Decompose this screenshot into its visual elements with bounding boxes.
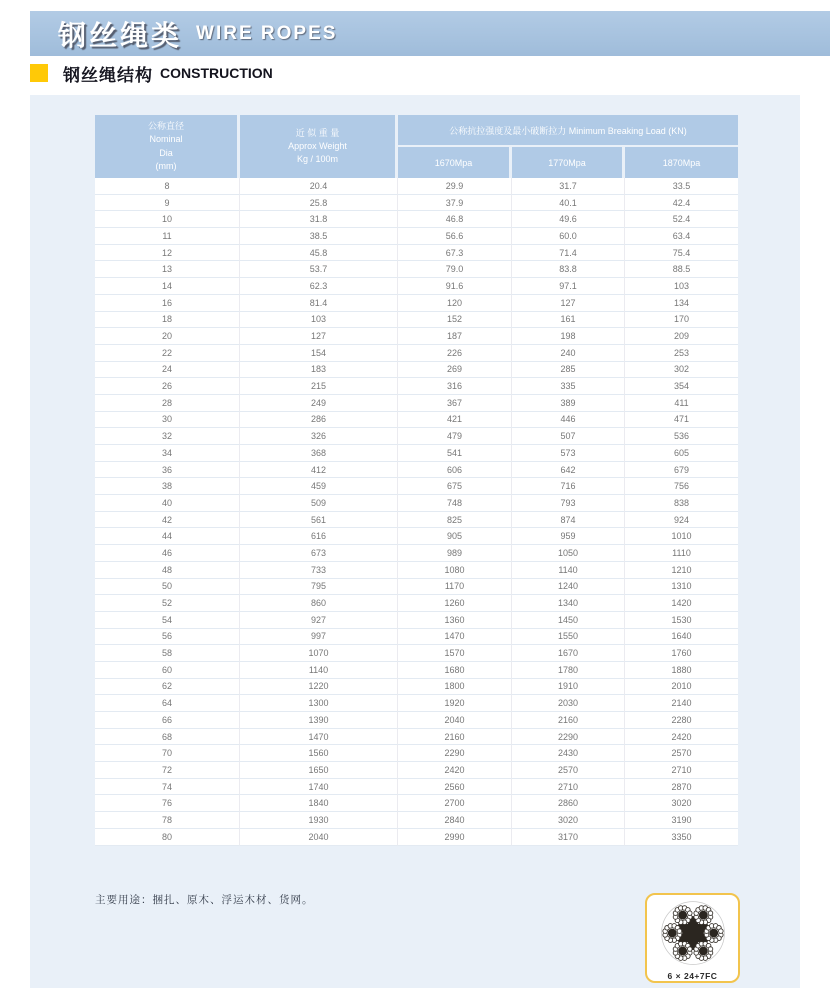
table-cell: 25.8 bbox=[240, 195, 398, 212]
table-cell: 3350 bbox=[625, 829, 738, 846]
rope-construction-card bbox=[645, 893, 740, 983]
table-cell: 127 bbox=[240, 328, 398, 345]
table-cell: 249 bbox=[240, 395, 398, 412]
table-row bbox=[95, 645, 738, 662]
table-row bbox=[95, 595, 738, 612]
table-cell: 616 bbox=[240, 528, 398, 545]
table-row bbox=[95, 745, 738, 762]
table-cell: 411 bbox=[625, 395, 738, 412]
table-cell: 161 bbox=[512, 312, 625, 329]
table-cell: 2570 bbox=[625, 745, 738, 762]
table-row bbox=[95, 629, 738, 646]
table-row bbox=[95, 245, 738, 262]
table-cell: 37.9 bbox=[398, 195, 512, 212]
header-grade-1770: 1770Mpa bbox=[512, 147, 625, 178]
table-cell: 335 bbox=[512, 378, 625, 395]
table-cell: 46 bbox=[95, 545, 240, 562]
table-row bbox=[95, 328, 738, 345]
table-cell: 367 bbox=[398, 395, 512, 412]
table-cell: 1170 bbox=[398, 579, 512, 596]
table-cell: 253 bbox=[625, 345, 738, 362]
table-cell: 187 bbox=[398, 328, 512, 345]
table-cell: 76 bbox=[95, 795, 240, 812]
table-cell: 2570 bbox=[512, 762, 625, 779]
table-cell: 2710 bbox=[625, 762, 738, 779]
table-cell: 53.7 bbox=[240, 261, 398, 278]
page-banner bbox=[30, 11, 830, 56]
table-row bbox=[95, 612, 738, 629]
table-cell: 1340 bbox=[512, 595, 625, 612]
table-cell: 16 bbox=[95, 295, 240, 312]
table-cell: 44 bbox=[95, 528, 240, 545]
table-cell: 9 bbox=[95, 195, 240, 212]
table-cell: 269 bbox=[398, 362, 512, 379]
table-cell: 316 bbox=[398, 378, 512, 395]
rope-construction-label: 6 × 24+7FC bbox=[667, 971, 718, 981]
table-cell: 924 bbox=[625, 512, 738, 529]
table-row bbox=[95, 495, 738, 512]
header-grade-1870: 1870Mpa bbox=[625, 147, 738, 178]
table-cell: 20.4 bbox=[240, 178, 398, 195]
table-row bbox=[95, 512, 738, 529]
header-line: 公称直径 bbox=[147, 121, 184, 132]
table-cell: 2560 bbox=[398, 779, 512, 796]
table-cell: 12 bbox=[95, 245, 240, 262]
table-cell: 48 bbox=[95, 562, 240, 579]
table-cell: 103 bbox=[240, 312, 398, 329]
table-cell: 507 bbox=[512, 428, 625, 445]
table-row bbox=[95, 261, 738, 278]
table-cell: 120 bbox=[398, 295, 512, 312]
table-cell: 536 bbox=[625, 428, 738, 445]
table-cell: 1110 bbox=[625, 545, 738, 562]
table-cell: 1550 bbox=[512, 629, 625, 646]
table-cell: 8 bbox=[95, 178, 240, 195]
table-cell: 989 bbox=[398, 545, 512, 562]
table-cell: 1140 bbox=[240, 662, 398, 679]
table-cell: 1680 bbox=[398, 662, 512, 679]
table-cell: 605 bbox=[625, 445, 738, 462]
header-line: 近 似 重 量 bbox=[295, 127, 340, 138]
table-row bbox=[95, 378, 738, 395]
table-cell: 673 bbox=[240, 545, 398, 562]
table-cell: 1570 bbox=[398, 645, 512, 662]
content-panel bbox=[30, 95, 800, 988]
table-cell: 573 bbox=[512, 445, 625, 462]
table-row bbox=[95, 762, 738, 779]
table-cell: 2990 bbox=[398, 829, 512, 846]
table-cell: 459 bbox=[240, 478, 398, 495]
table-cell: 1070 bbox=[240, 645, 398, 662]
table-cell: 1390 bbox=[240, 712, 398, 729]
table-cell: 60 bbox=[95, 662, 240, 679]
table-row bbox=[95, 528, 738, 545]
table-cell: 446 bbox=[512, 412, 625, 429]
table-cell: 1920 bbox=[398, 695, 512, 712]
table-cell: 2280 bbox=[625, 712, 738, 729]
table-cell: 36 bbox=[95, 462, 240, 479]
table-cell: 733 bbox=[240, 562, 398, 579]
table-cell: 471 bbox=[625, 412, 738, 429]
table-cell: 97.1 bbox=[512, 278, 625, 295]
section-title-zh: 钢丝绳结构 bbox=[63, 65, 153, 85]
table-row bbox=[95, 679, 738, 696]
table-cell: 46.8 bbox=[398, 211, 512, 228]
table-cell: 38.5 bbox=[240, 228, 398, 245]
table-cell: 60.0 bbox=[512, 228, 625, 245]
table-cell: 2030 bbox=[512, 695, 625, 712]
table-row bbox=[95, 395, 738, 412]
table-cell: 226 bbox=[398, 345, 512, 362]
table-cell: 959 bbox=[512, 528, 625, 545]
table-cell: 1910 bbox=[512, 679, 625, 696]
table-row bbox=[95, 178, 738, 195]
table-cell: 170 bbox=[625, 312, 738, 329]
table-row bbox=[95, 695, 738, 712]
table-cell: 31.8 bbox=[240, 211, 398, 228]
table-cell: 748 bbox=[398, 495, 512, 512]
table-cell: 2710 bbox=[512, 779, 625, 796]
table-row bbox=[95, 362, 738, 379]
table-cell: 1420 bbox=[625, 595, 738, 612]
table-row bbox=[95, 445, 738, 462]
table-cell: 2870 bbox=[625, 779, 738, 796]
table-head bbox=[95, 115, 738, 178]
table-cell: 1530 bbox=[625, 612, 738, 629]
table-row bbox=[95, 545, 738, 562]
table-cell: 91.6 bbox=[398, 278, 512, 295]
table-cell: 81.4 bbox=[240, 295, 398, 312]
header-line: Kg / 100m bbox=[296, 154, 339, 165]
table-cell: 154 bbox=[240, 345, 398, 362]
table-cell: 70 bbox=[95, 745, 240, 762]
table-cell: 240 bbox=[512, 345, 625, 362]
table-cell: 72 bbox=[95, 762, 240, 779]
table-cell: 2700 bbox=[398, 795, 512, 812]
table-cell: 13 bbox=[95, 261, 240, 278]
table-cell: 285 bbox=[512, 362, 625, 379]
table-cell: 52 bbox=[95, 595, 240, 612]
table-cell: 20 bbox=[95, 328, 240, 345]
table-cell: 1880 bbox=[625, 662, 738, 679]
table-cell: 45.8 bbox=[240, 245, 398, 262]
table-cell: 33.5 bbox=[625, 178, 738, 195]
table-cell: 2040 bbox=[398, 712, 512, 729]
table-cell: 1220 bbox=[240, 679, 398, 696]
table-row bbox=[95, 812, 738, 829]
table-cell: 71.4 bbox=[512, 245, 625, 262]
table-cell: 1310 bbox=[625, 579, 738, 596]
table-cell: 838 bbox=[625, 495, 738, 512]
table-cell: 50 bbox=[95, 579, 240, 596]
table-cell: 606 bbox=[398, 462, 512, 479]
table-cell: 62.3 bbox=[240, 278, 398, 295]
table-cell: 32 bbox=[95, 428, 240, 445]
table-cell: 874 bbox=[512, 512, 625, 529]
table-row bbox=[95, 195, 738, 212]
table-cell: 509 bbox=[240, 495, 398, 512]
banner-title-en: WIRE ROPES bbox=[196, 22, 338, 44]
table-row bbox=[95, 729, 738, 746]
table-cell: 1140 bbox=[512, 562, 625, 579]
table-cell: 78 bbox=[95, 812, 240, 829]
table-cell: 2290 bbox=[512, 729, 625, 746]
table-cell: 40 bbox=[95, 495, 240, 512]
table-cell: 215 bbox=[240, 378, 398, 395]
table-cell: 1470 bbox=[240, 729, 398, 746]
table-cell: 716 bbox=[512, 478, 625, 495]
table-row bbox=[95, 712, 738, 729]
table-row bbox=[95, 562, 738, 579]
table-cell: 24 bbox=[95, 362, 240, 379]
table-row bbox=[95, 412, 738, 429]
table-cell: 56 bbox=[95, 629, 240, 646]
table-cell: 2160 bbox=[398, 729, 512, 746]
table-cell: 675 bbox=[398, 478, 512, 495]
table-cell: 67.3 bbox=[398, 245, 512, 262]
table-cell: 88.5 bbox=[625, 261, 738, 278]
table-cell: 2860 bbox=[512, 795, 625, 812]
table-row bbox=[95, 462, 738, 479]
table-cell: 62 bbox=[95, 679, 240, 696]
table-cell: 75.4 bbox=[625, 245, 738, 262]
table-cell: 66 bbox=[95, 712, 240, 729]
table-cell: 103 bbox=[625, 278, 738, 295]
table-cell: 2160 bbox=[512, 712, 625, 729]
table-cell: 31.7 bbox=[512, 178, 625, 195]
table-cell: 2430 bbox=[512, 745, 625, 762]
table-cell: 1010 bbox=[625, 528, 738, 545]
table-cell: 14 bbox=[95, 278, 240, 295]
table-cell: 825 bbox=[398, 512, 512, 529]
specs-table bbox=[95, 115, 738, 846]
table-cell: 756 bbox=[625, 478, 738, 495]
table-cell: 2420 bbox=[625, 729, 738, 746]
table-cell: 26 bbox=[95, 378, 240, 395]
table-cell: 10 bbox=[95, 211, 240, 228]
table-cell: 1470 bbox=[398, 629, 512, 646]
table-row bbox=[95, 312, 738, 329]
banner-title-zh: 钢丝绳类 bbox=[58, 19, 183, 51]
table-cell: 34 bbox=[95, 445, 240, 462]
table-cell: 479 bbox=[398, 428, 512, 445]
table-cell: 134 bbox=[625, 295, 738, 312]
table-row bbox=[95, 795, 738, 812]
table-cell: 64 bbox=[95, 695, 240, 712]
table-cell: 74 bbox=[95, 779, 240, 796]
header-approx-weight bbox=[240, 115, 398, 178]
table-cell: 54 bbox=[95, 612, 240, 629]
table-cell: 354 bbox=[625, 378, 738, 395]
table-cell: 152 bbox=[398, 312, 512, 329]
table-cell: 11 bbox=[95, 228, 240, 245]
specs-table-wrap bbox=[95, 115, 738, 846]
table-cell: 83.8 bbox=[512, 261, 625, 278]
table-cell: 561 bbox=[240, 512, 398, 529]
table-cell: 63.4 bbox=[625, 228, 738, 245]
header-line: (mm) bbox=[155, 160, 177, 171]
yellow-square-marker bbox=[30, 64, 48, 82]
section-title-en: CONSTRUCTION bbox=[160, 65, 273, 81]
table-cell: 905 bbox=[398, 528, 512, 545]
table-cell: 1800 bbox=[398, 679, 512, 696]
table-cell: 2140 bbox=[625, 695, 738, 712]
table-cell: 1210 bbox=[625, 562, 738, 579]
table-cell: 286 bbox=[240, 412, 398, 429]
header-nominal-dia bbox=[95, 115, 240, 178]
table-cell: 1930 bbox=[240, 812, 398, 829]
table-cell: 1840 bbox=[240, 795, 398, 812]
table-cell: 79.0 bbox=[398, 261, 512, 278]
table-row bbox=[95, 211, 738, 228]
header-grade-1670: 1670Mpa bbox=[398, 147, 512, 178]
table-cell: 1560 bbox=[240, 745, 398, 762]
table-cell: 2840 bbox=[398, 812, 512, 829]
table-cell: 42 bbox=[95, 512, 240, 529]
table-cell: 997 bbox=[240, 629, 398, 646]
section-header bbox=[30, 63, 273, 83]
table-cell: 209 bbox=[625, 328, 738, 345]
table-cell: 2040 bbox=[240, 829, 398, 846]
table-row bbox=[95, 779, 738, 796]
table-cell: 30 bbox=[95, 412, 240, 429]
table-cell: 927 bbox=[240, 612, 398, 629]
table-row bbox=[95, 345, 738, 362]
table-cell: 40.1 bbox=[512, 195, 625, 212]
table-row bbox=[95, 428, 738, 445]
table-row bbox=[95, 295, 738, 312]
table-cell: 421 bbox=[398, 412, 512, 429]
table-cell: 58 bbox=[95, 645, 240, 662]
table-cell: 1650 bbox=[240, 762, 398, 779]
table-cell: 80 bbox=[95, 829, 240, 846]
table-row bbox=[95, 228, 738, 245]
table-cell: 56.6 bbox=[398, 228, 512, 245]
table-row bbox=[95, 829, 738, 846]
table-cell: 3170 bbox=[512, 829, 625, 846]
table-cell: 860 bbox=[240, 595, 398, 612]
table-cell: 1760 bbox=[625, 645, 738, 662]
table-row bbox=[95, 278, 738, 295]
table-cell: 68 bbox=[95, 729, 240, 746]
table-cell: 183 bbox=[240, 362, 398, 379]
table-cell: 1670 bbox=[512, 645, 625, 662]
table-cell: 3020 bbox=[512, 812, 625, 829]
header-line: Approx Weight bbox=[288, 140, 347, 151]
rope-cross-section-icon bbox=[653, 899, 733, 970]
table-row bbox=[95, 579, 738, 596]
table-cell: 2420 bbox=[398, 762, 512, 779]
table-cell: 389 bbox=[512, 395, 625, 412]
table-cell: 793 bbox=[512, 495, 625, 512]
table-cell: 302 bbox=[625, 362, 738, 379]
table-cell: 18 bbox=[95, 312, 240, 329]
table-cell: 2290 bbox=[398, 745, 512, 762]
table-cell: 1450 bbox=[512, 612, 625, 629]
table-cell: 2010 bbox=[625, 679, 738, 696]
header-line: Dia bbox=[159, 147, 173, 158]
header-line: Nominal bbox=[149, 134, 183, 145]
table-cell: 1050 bbox=[512, 545, 625, 562]
table-cell: 1740 bbox=[240, 779, 398, 796]
table-cell: 368 bbox=[240, 445, 398, 462]
table-cell: 1080 bbox=[398, 562, 512, 579]
table-cell: 29.9 bbox=[398, 178, 512, 195]
table-row bbox=[95, 662, 738, 679]
table-cell: 541 bbox=[398, 445, 512, 462]
table-cell: 1300 bbox=[240, 695, 398, 712]
table-cell: 52.4 bbox=[625, 211, 738, 228]
table-cell: 3190 bbox=[625, 812, 738, 829]
table-body bbox=[95, 178, 738, 846]
table-cell: 22 bbox=[95, 345, 240, 362]
table-cell: 3020 bbox=[625, 795, 738, 812]
table-cell: 38 bbox=[95, 478, 240, 495]
header-breaking-load-group: 公称抗拉强度及最小破断拉力 Minimum Breaking Load (KN) bbox=[398, 115, 738, 147]
table-cell: 1260 bbox=[398, 595, 512, 612]
table-cell: 127 bbox=[512, 295, 625, 312]
table-cell: 28 bbox=[95, 395, 240, 412]
table-cell: 198 bbox=[512, 328, 625, 345]
table-cell: 795 bbox=[240, 579, 398, 596]
table-cell: 49.6 bbox=[512, 211, 625, 228]
table-cell: 679 bbox=[625, 462, 738, 479]
table-cell: 326 bbox=[240, 428, 398, 445]
table-cell: 642 bbox=[512, 462, 625, 479]
table-row bbox=[95, 478, 738, 495]
table-cell: 42.4 bbox=[625, 195, 738, 212]
table-cell: 1780 bbox=[512, 662, 625, 679]
table-cell: 1240 bbox=[512, 579, 625, 596]
table-cell: 412 bbox=[240, 462, 398, 479]
table-cell: 1640 bbox=[625, 629, 738, 646]
table-cell: 1360 bbox=[398, 612, 512, 629]
usage-note: 主要用途：捆扎、原木、浮运木材、货网。 bbox=[95, 894, 314, 906]
